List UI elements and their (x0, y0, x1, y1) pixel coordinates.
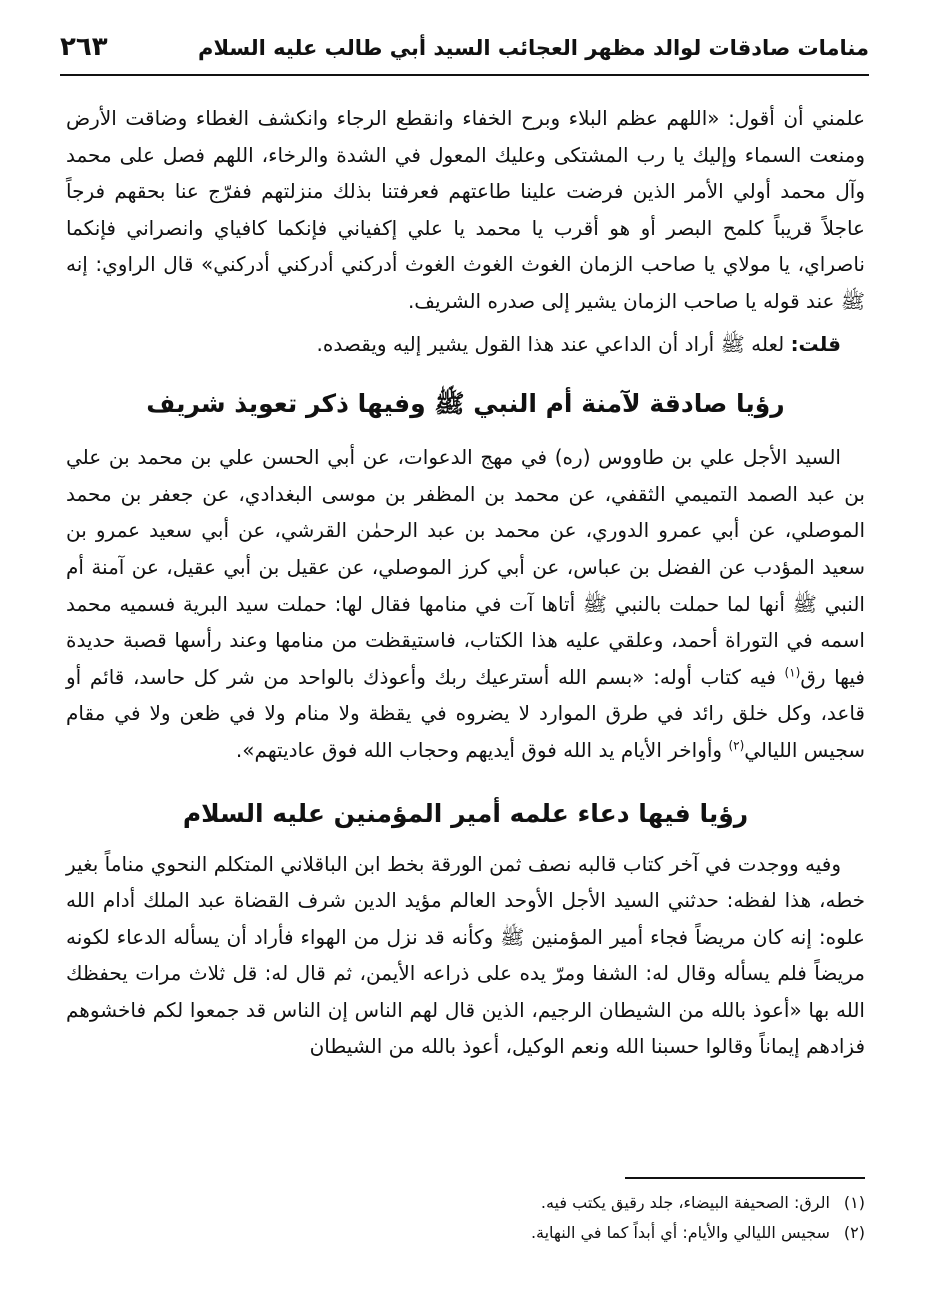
footnote-text: الرق: الصحيفة البيضاء، جلد رقيق يكتب فيه. (540, 1193, 830, 1212)
section-heading-commander: رؤيا فيها دعاء علمه أمير المؤمنين عليه السلام (182, 798, 749, 828)
footnote-number: (٢) (843, 1223, 865, 1242)
footnote-ref-2[interactable]: (٢) (728, 738, 745, 753)
footnote-text: سجيس الليالي والأيام: أي أبداً كما في النهاية. (530, 1223, 830, 1242)
note-label: قلت: (790, 331, 841, 356)
paragraph-amina-narration (66, 439, 865, 768)
footnote-divider (625, 1177, 865, 1179)
section-heading-amina: رؤيا صادقة لآمنة أم النبي ﷺ وفيها ذكر تعويذ شريف (146, 389, 785, 419)
narration-part-3: وأواخر الأيام يد الله فوق أيديهم وحجاب الله فوق عاديتهم». (235, 737, 729, 762)
paragraph-commander-dream: وفيه ووجدت في آخر كتاب قالبه نصف ثمن الورقة بخط ابن الباقلاني المتكلم النحوي مناماً بغير خطه، هذا لفظه: حدثني السيد الأجل الأوحد العالم مؤيد الدين شرف القضاة عبد الملك أدام الله علوه: إنه كان مريضاً فجاء أمير المؤمنين ﷺ وكأنه قد نزل من الهواء فأراد أن يسأله الدعاء لكونه مريضاً فلم يسأله وقال له: الشفا ومرّ يده على ذراعه الأيمن، ثم قال له: قل ثلاث مرات يحفظك الله بها «أعوذ بالله من الشيطان الرجيم، الذين قال لهم الناس إن الناس قد جمعوا لكم فاخشوهم فزادهم إيماناً وقالوا حسبنا الله ونعم الوكيل، أعوذ بالله من الشيطان (66, 851, 865, 1059)
main-text (66, 100, 865, 1065)
narration-part-2: فيه كتاب أوله: «بسم الله أسترعيك ربك وأعوذك بالواحد من شر كل حاسد، قائم أو قاعد، وكل خلق رائد في طرق الموارد لا يضروه في يقظة ولا منام ولا في ظعن ولا في مقام سجيس الليالي (66, 664, 865, 762)
narration-part-1: السيد الأجل علي بن طاووس (ره) في مهج الدعوات، عن أبي الحسن علي بن محمد بن علي بن عبد الصمد التميمي الثقفي، عن محمد بن المظفر بن موسى البغدادي، عن جعفر بن محمد الموصلي، عن أبي عمرو الدوري، عن محمد بن عبد الرحمٰن القرشي، عن أبي سعيد عمرو بن سعيد المؤدب عن الفضل بن عباس، عن أبي كرز الموصلي، عن عقيل بن أبي عقيل، عن آمنة أم النبي ﷺ أنها لما حملت بالنبي ﷺ أتاها آت في منامها فقال لها: حملت سيد البرية فسميه محمد اسمه في التوراة أحمد، وعلقي عليه هذا الكتاب، فاستيقظت من منامها وعند رأسها قصبة حديدة فيها رق (66, 445, 865, 689)
footnote-item (66, 1218, 865, 1248)
page-number: ٢٦٣ (60, 32, 108, 62)
footnote-ref-1[interactable]: (١) (784, 665, 801, 680)
footnotes (66, 1188, 865, 1248)
paragraph-supplication: علمني أن أقول: «اللهم عظم البلاء وبرح الخفاء وانقطع الرجاء وانكشف الغطاء وضاقت الأرض ومنعت السماء وإليك يا رب المشتكى وعليك المعول في الشدة والرخاء، اللهم فصل على محمد وآل محمد أولي الأمر الذين فرضت علينا طاعتهم فعرفتنا بذلك منزلتهم ففرّج عنا بحقهم فرجاً عاجلاً قريباً كلمح البصر أو هو أقرب يا محمد يا علي إكفياني فإنكما كافياي وانصراني فإنكما ناصراي، يا مولاي يا صاحب الزمان الغوث الغوث الغوث أدركني أدركني أدركني» قال الراوي: إنه ﷺ عند قوله يا صاحب الزمان يشير إلى صدره الشريف. (66, 106, 865, 313)
paragraph-note (66, 326, 865, 363)
footnote-item (66, 1188, 865, 1218)
note-text: لعله ﷺ أراد أن الداعي عند هذا القول يشير إليه ويقصده. (316, 331, 785, 356)
running-header (60, 32, 869, 76)
footnote-number: (١) (843, 1193, 865, 1212)
running-title: منامات صادقات لوالد مظهر العجائب السيد أبي طالب عليه السلام (198, 36, 869, 60)
